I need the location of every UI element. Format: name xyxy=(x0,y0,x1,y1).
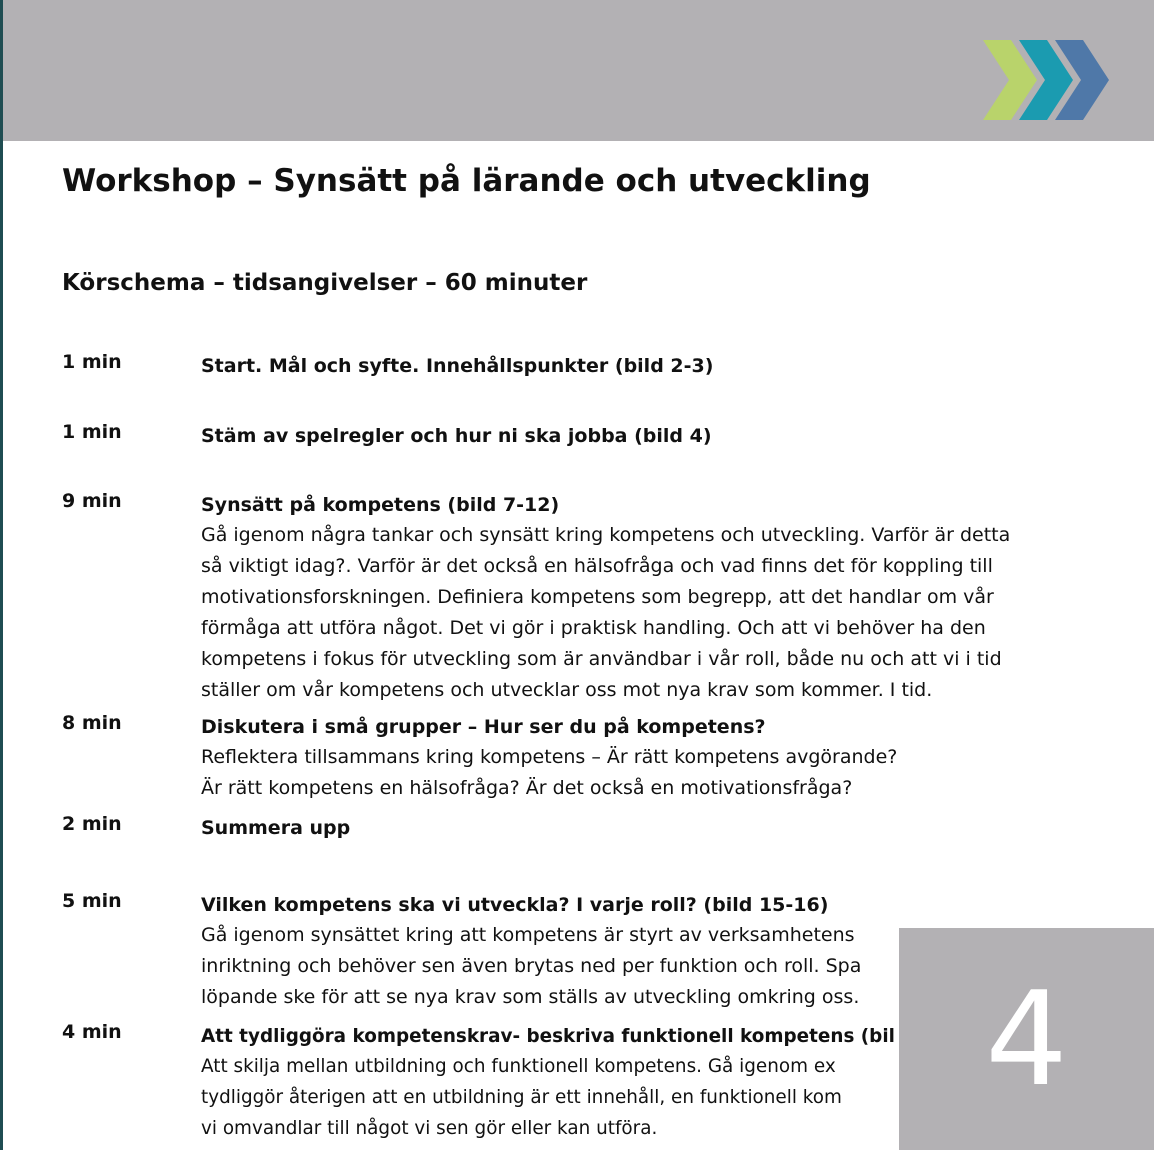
schedule-item xyxy=(201,712,897,804)
schedule-text-line: löpande ske för att se nya krav som ställs av utveckling omkring oss. xyxy=(201,986,860,1008)
schedule-item xyxy=(201,890,861,1013)
document-title: Workshop – Synsätt på lärande och utveckling xyxy=(62,163,871,199)
schedule-item xyxy=(201,490,1010,706)
schedule-heading: Start. Mål och syfte. Innehållspunkter (bild 2-3) xyxy=(201,355,714,377)
schedule-heading: Att tydliggöra kompetenskrav- beskriva funktionell kompetens (bil xyxy=(201,1025,895,1047)
schedule-subtitle: Körschema – tidsangivelser – 60 minuter xyxy=(62,270,588,296)
schedule-time: 1 min xyxy=(62,421,122,443)
page-number-badge: 4 xyxy=(899,928,1154,1150)
schedule-time: 5 min xyxy=(62,890,122,912)
schedule-text-line: Att skilja mellan utbildning och funktionell kompetens. Gå igenom ex xyxy=(201,1055,836,1077)
triple-chevron-right-icon xyxy=(975,30,1120,130)
schedule-time: 9 min xyxy=(62,490,122,512)
schedule-heading: Diskutera i små grupper – Hur ser du på kompetens? xyxy=(201,716,766,738)
schedule-time: 4 min xyxy=(62,1021,122,1043)
schedule-text-line: Reflektera tillsammans kring kompetens – Är rätt kompetens avgörande? xyxy=(201,746,898,768)
schedule-text-line: motivationsforskningen. Definiera kompetens som begrepp, att det handlar om vår xyxy=(201,586,994,608)
left-edge-border xyxy=(0,0,3,1150)
schedule-item xyxy=(201,421,712,451)
schedule-item xyxy=(201,1021,919,1144)
schedule-text-line: vi omvandlar till något vi sen gör eller kan utföra. xyxy=(201,1117,658,1139)
schedule-heading: Summera upp xyxy=(201,817,351,839)
schedule-text-line: Är rätt kompetens en hälsofråga? Är det också en motivationsfråga? xyxy=(201,777,853,799)
schedule-text-line: ställer om vår kompetens och utvecklar oss mot nya krav som kommer. I tid. xyxy=(201,679,933,701)
schedule-time: 2 min xyxy=(62,813,122,835)
schedule-item xyxy=(201,813,350,843)
schedule-heading: Stäm av spelregler och hur ni ska jobba (bild 4) xyxy=(201,425,712,447)
schedule-text-line: Gå igenom några tankar och synsätt kring kompetens och utveckling. Varför är detta xyxy=(201,524,1011,546)
schedule-heading: Vilken kompetens ska vi utveckla? I varje roll? (bild 15-16) xyxy=(201,894,829,916)
schedule-time: 1 min xyxy=(62,351,122,373)
schedule-item xyxy=(201,351,713,381)
schedule-heading: Synsätt på kompetens (bild 7-12) xyxy=(201,494,560,516)
schedule-text-line: kompetens i fokus för utveckling som är användbar i vår roll, både nu och att vi i tid xyxy=(201,648,1002,670)
schedule-text-line: Gå igenom synsättet kring att kompetens är styrt av verksamhetens xyxy=(201,924,855,946)
schedule-text-line: förmåga att utföra något. Det vi gör i praktisk handling. Och att vi behöver ha den xyxy=(201,617,986,639)
schedule-time: 8 min xyxy=(62,712,122,734)
schedule-text-line: inriktning och behöver sen även brytas ned per funktion och roll. Spa xyxy=(201,955,862,977)
schedule-text-line: så viktigt idag?. Varför är det också en hälsofråga och vad finns det för koppling till xyxy=(201,555,993,577)
schedule-text-line: tydliggör återigen att en utbildning är ett innehåll, en funktionell kom xyxy=(201,1086,842,1108)
